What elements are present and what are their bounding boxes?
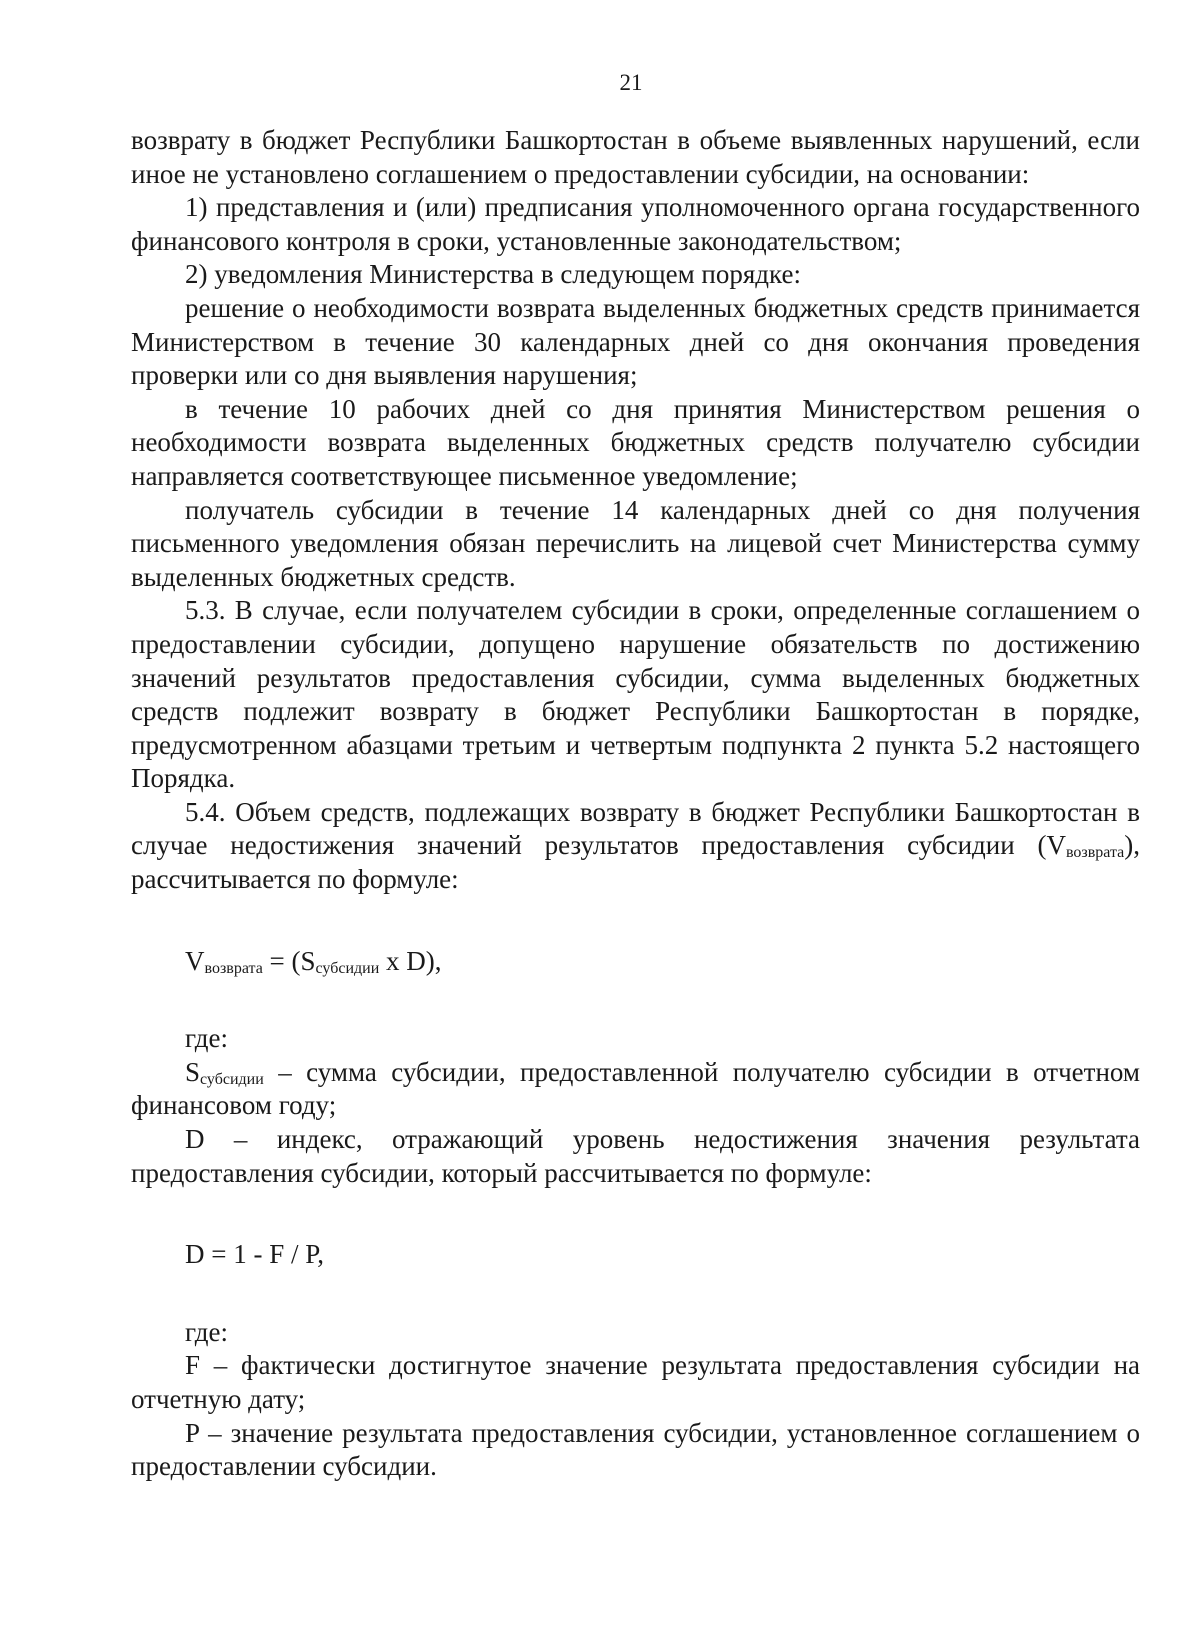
definition-f: F – фактически достигнутое значение результата предоставления субсидии на отчетную дату;	[131, 1350, 1140, 1414]
formula-d: D = 1 - F / P,	[185, 1239, 325, 1270]
paragraph-notification: в течение 10 рабочих дней со дня принятия Министерством решения о необходимости возврата выделенных бюджетных средств получателю субсидии направляется соответствующее письменное уведомление;	[131, 393, 1140, 491]
definition-s-subscript: субсидии	[200, 1070, 264, 1088]
document-body	[131, 124, 1140, 1484]
where-label-2: где:	[185, 1316, 228, 1347]
paragraph-5-4-text-b: ), рассчитывается по формуле:	[131, 830, 1140, 895]
definition-p: P – значение результата предоставления субсидии, установленное соглашением о предоставлении субсидии.	[131, 1417, 1140, 1482]
formula-end: x D),	[379, 945, 442, 976]
paragraph-item-1: 1) представления и (или) предписания уполномоченного органа государственного финансового контроля в сроки, установленные законодательством;	[131, 192, 1140, 256]
definition-d: D – индекс, отражающий уровень недостижения значения результата предоставления субсидии, который рассчитывается по формуле:	[131, 1124, 1140, 1188]
paragraph-item-2: 2) уведомления Министерства в следующем порядке:	[185, 259, 801, 290]
formula-v-subscript: возврата	[204, 959, 263, 977]
paragraph-5-4	[131, 796, 1140, 897]
paragraph-transfer: получатель субсидии в течение 14 календарных дней со дня получения письменного уведомления обязан перечислить на лицевой счет Министерства сумму выделенных бюджетных средств.	[131, 494, 1140, 592]
paragraph-decision: решение о необходимости возврата выделенных бюджетных средств принимается Министерством в течение 30 календарных дней со дня окончания проведения проверки или со дня выявления нарушения;	[131, 292, 1140, 391]
where-label-1: где:	[185, 1023, 228, 1054]
paragraph-5-4-text-a: 5.4. Объем средств, подлежащих возврату в бюджет Республики Башкортостан в случае недостижения значений результатов предоставления субсидии (V	[131, 796, 1140, 861]
formula-mid: = (S	[262, 945, 316, 976]
formula-s-subscript: субсидии	[315, 959, 380, 977]
definition-s-text: – сумма субсидии, предоставленной получателю субсидии в отчетном финансовом году;	[131, 1056, 1140, 1121]
formula-v: V	[185, 945, 205, 976]
formula-v-return	[131, 945, 1140, 979]
definition-s-symbol: S	[185, 1056, 201, 1087]
paragraph-5-3: 5.3. В случае, если получателем субсидии в сроки, определенные соглашением о предоставлении субсидии, допущено нарушение обязательств по достижению значений результатов предоставления субсидии, сумма выделенных бюджетных средств подлежит возврату в бюджет Республики Башкортостан в порядке, предусмотренном абазцами третьим и четвертым подпункта 2 пункта 5.2 настоящего Порядка.	[131, 595, 1140, 794]
paragraph-continuation: возврату в бюджет Республики Башкортостан в объеме выявленных нарушений, если иное не установлено соглашением о предоставлении субсидии, на основании:	[131, 125, 1140, 189]
v-subscript: возврата	[1065, 844, 1125, 862]
page-number: 21	[619, 70, 643, 95]
definition-s	[131, 1056, 1140, 1123]
